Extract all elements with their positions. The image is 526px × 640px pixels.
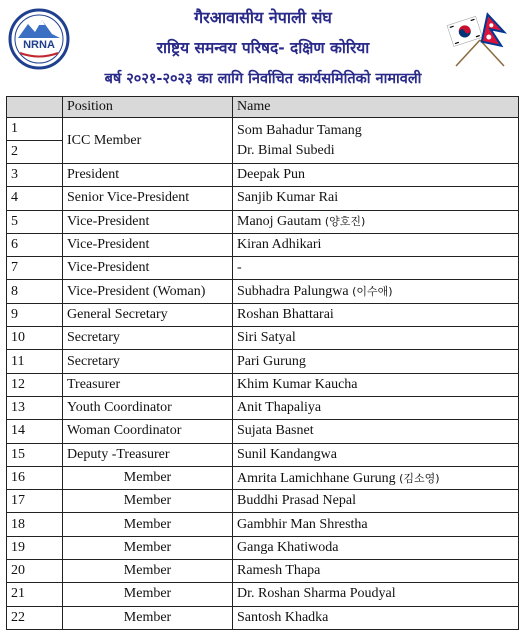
table-row xyxy=(7,233,519,256)
table-row xyxy=(7,490,519,513)
row-position: Member xyxy=(63,536,233,559)
row-position: Member xyxy=(63,490,233,513)
row-position: Youth Coordinator xyxy=(63,396,233,419)
table-row xyxy=(7,466,519,489)
header-no xyxy=(7,97,63,118)
row-name: Som Bahadur Tamang xyxy=(237,122,362,138)
table-row xyxy=(7,257,519,280)
row-number: 14 xyxy=(7,420,63,443)
row-name: Manoj Gautam xyxy=(237,214,322,230)
row-number: 19 xyxy=(7,536,63,559)
table-row xyxy=(7,443,519,466)
table-row xyxy=(7,396,519,419)
row-name-cell xyxy=(233,606,519,629)
row-name-cell xyxy=(233,466,519,489)
row-number: 5 xyxy=(7,210,63,233)
row-name: Deepak Pun xyxy=(237,167,306,183)
table-row xyxy=(7,373,519,396)
row-name-cell xyxy=(233,560,519,583)
row-name-cell xyxy=(233,350,519,373)
row-name: Sunil Kandangwa xyxy=(237,446,337,462)
table-row xyxy=(7,327,519,350)
row-number: 20 xyxy=(7,560,63,583)
row-position: Member xyxy=(63,606,233,629)
table-row xyxy=(7,210,519,233)
header-line-1: गैरआवासीय नेपाली संघ xyxy=(194,8,332,27)
row-number: 7 xyxy=(7,257,63,280)
table-row xyxy=(7,513,519,536)
header-name: Name xyxy=(233,97,519,118)
table-row xyxy=(7,606,519,629)
row-name-cell xyxy=(233,443,519,466)
row-name-cell xyxy=(233,396,519,419)
row-name-cell xyxy=(233,210,519,233)
row-name: - xyxy=(237,260,242,276)
row-name-cell xyxy=(233,373,519,396)
row-position: Member xyxy=(63,513,233,536)
icc-names xyxy=(233,118,519,164)
row-name: Anit Thapaliya xyxy=(237,400,322,416)
row-number: 6 xyxy=(7,233,63,256)
row-number: 22 xyxy=(7,606,63,629)
row-position: ICC Member xyxy=(63,118,233,164)
row-position: President xyxy=(63,164,233,187)
row-korean-name: (김소영) xyxy=(399,471,440,485)
icc-numbers xyxy=(7,118,63,164)
header-line-3: बर्ष २०२१-२०२३ का लागि निर्वाचित कार्यसमितिको नामावली xyxy=(104,71,422,87)
row-name-cell xyxy=(233,536,519,559)
row-name: Dr. Roshan Sharma Poudyal xyxy=(237,586,396,602)
row-position: Senior Vice-President xyxy=(63,187,233,210)
row-name: Siri Satyal xyxy=(237,330,296,346)
row-position: Secretary xyxy=(63,327,233,350)
table-row xyxy=(7,420,519,443)
row-name: Buddhi Prasad Nepal xyxy=(237,493,356,509)
row-name: Ganga Khatiwoda xyxy=(237,539,339,555)
row-position: General Secretary xyxy=(63,303,233,326)
row-name: Dr. Bimal Subedi xyxy=(237,142,335,158)
table-row xyxy=(7,187,519,210)
row-korean-name: (양호진) xyxy=(324,215,366,229)
row-number: 10 xyxy=(7,327,63,350)
table-row xyxy=(7,560,519,583)
row-position: Woman Coordinator xyxy=(63,420,233,443)
row-position: Secretary xyxy=(63,350,233,373)
committee-table xyxy=(6,96,519,630)
row-position: Member xyxy=(63,560,233,583)
row-name: Sanjib Kumar Rai xyxy=(237,190,339,206)
row-name: Pari Gurung xyxy=(237,353,306,369)
row-korean-name: (이수애) xyxy=(352,285,393,299)
row-name: Kiran Adhikari xyxy=(237,237,322,253)
row-position: Deputy -Treasurer xyxy=(63,443,233,466)
row-number: 15 xyxy=(7,443,63,466)
row-number: 8 xyxy=(7,280,63,303)
header-line-2: राष्ट्रिय समन्वय परिषद- दक्षिण कोरिया xyxy=(156,39,370,57)
row-name: Santosh Khadka xyxy=(237,609,329,625)
row-number: 16 xyxy=(7,466,63,489)
logo-text: NRNA xyxy=(23,39,55,51)
table-header-row xyxy=(7,97,519,118)
table-row xyxy=(7,536,519,559)
document-header xyxy=(0,0,526,96)
row-number: 3 xyxy=(7,164,63,187)
row-name: Gambhir Man Shrestha xyxy=(237,516,368,532)
row-name-cell xyxy=(233,233,519,256)
row-position: Vice-President xyxy=(63,233,233,256)
row-name: Ramesh Thapa xyxy=(237,563,321,579)
row-name-cell xyxy=(233,420,519,443)
row-name-cell xyxy=(233,583,519,606)
korea-nepal-flags-icon xyxy=(446,10,514,68)
row-number: 9 xyxy=(7,303,63,326)
row-name-cell xyxy=(233,490,519,513)
table-row xyxy=(7,303,519,326)
row-name: Amrita Lamichhane Gurung xyxy=(237,470,396,486)
table-row xyxy=(7,350,519,373)
row-name-cell xyxy=(233,280,519,303)
row-number: 4 xyxy=(7,187,63,210)
row-number: 18 xyxy=(7,513,63,536)
row-position: Vice-President xyxy=(63,257,233,280)
row-name: Khim Kumar Kaucha xyxy=(237,376,358,392)
row-name-cell xyxy=(233,513,519,536)
row-name-cell xyxy=(233,257,519,280)
row-name: Roshan Bhattarai xyxy=(237,306,334,322)
row-number: 11 xyxy=(7,350,63,373)
row-number: 17 xyxy=(7,490,63,513)
table-row xyxy=(7,280,519,303)
header-position: Position xyxy=(63,97,233,118)
row-name: Sujata Basnet xyxy=(237,423,314,439)
row-number: 12 xyxy=(7,373,63,396)
table-row-icc xyxy=(7,118,519,164)
row-number: 1 xyxy=(7,118,62,141)
row-name-cell xyxy=(233,164,519,187)
row-name-cell xyxy=(233,327,519,350)
row-number: 21 xyxy=(7,583,63,606)
row-number: 13 xyxy=(7,396,63,419)
row-name-cell xyxy=(233,303,519,326)
row-position: Treasurer xyxy=(63,373,233,396)
row-position: Member xyxy=(63,466,233,489)
table-row xyxy=(7,164,519,187)
row-position: Vice-President xyxy=(63,210,233,233)
row-position: Member xyxy=(63,583,233,606)
row-position: Vice-President (Woman) xyxy=(63,280,233,303)
row-name: Subhadra Palungwa xyxy=(237,284,349,300)
row-name-cell xyxy=(233,187,519,210)
table-row xyxy=(7,583,519,606)
row-number: 2 xyxy=(11,144,18,159)
